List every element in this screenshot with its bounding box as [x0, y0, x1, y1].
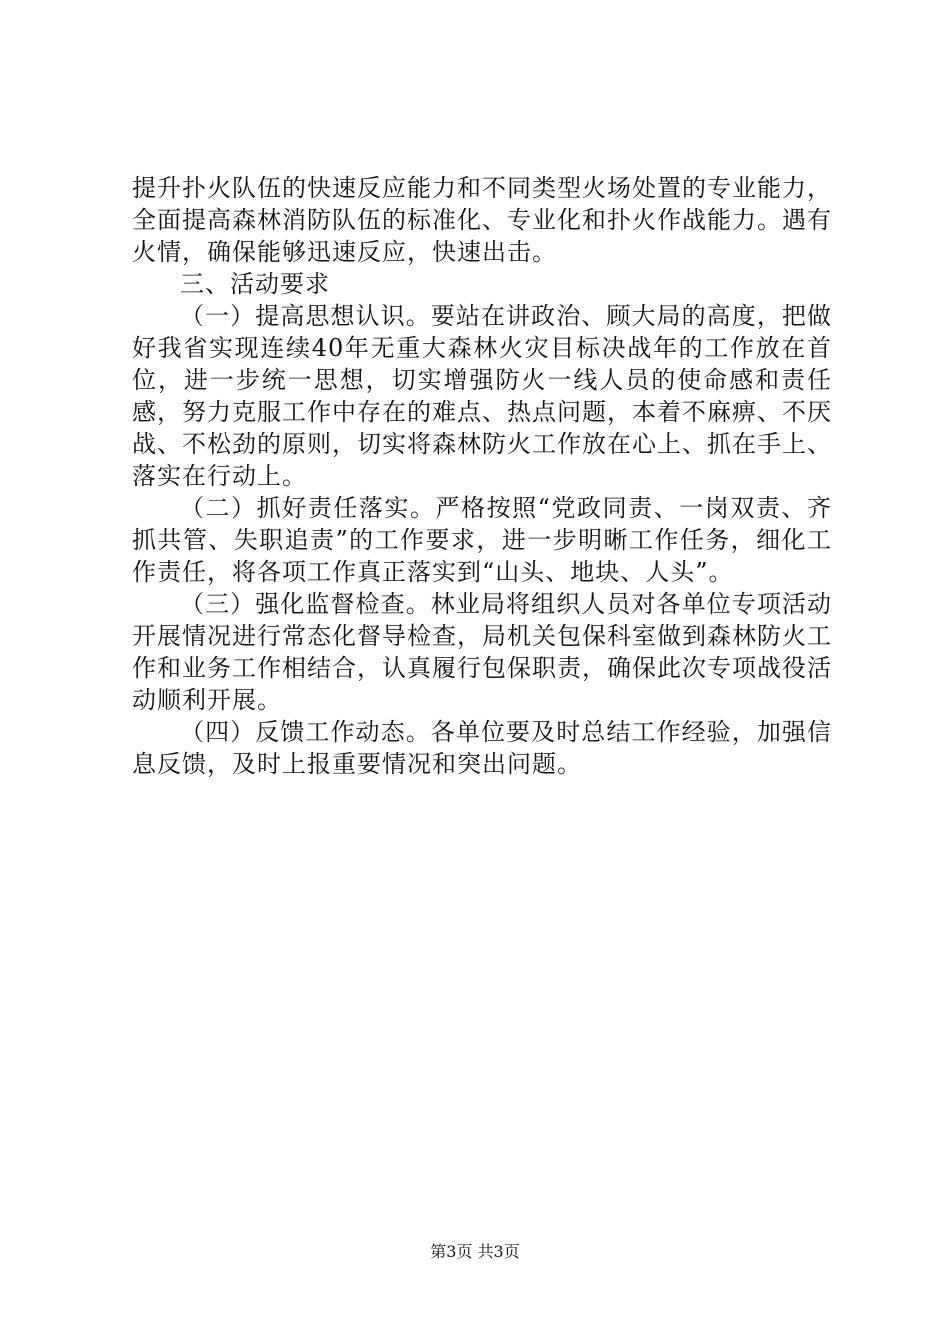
paragraph-item-4: （四）反馈工作动态。各单位要及时总结工作经验，加强信息反馈，及时上报重要情况和突出问题。	[132, 718, 832, 778]
section-heading: 三、活动要求	[180, 270, 330, 298]
paragraph-item-1: （一）提高思想认识。要站在讲政治、顾大局的高度，把做好我省实现连续40年无重大森林火灾目标决战年的工作放在首位，进一步统一思想，切实增强防火一线人员的使命感和责任感，努力克服工作中存在的难点、热点问题，本着不麻痹、不厌战、不松劲的原则，切实将森林防火工作放在心上、抓在手上、落实在行动上。	[132, 302, 832, 490]
paragraph-continuation: 提升扑火队伍的快速反应能力和不同类型火场处置的专业能力，全面提高森林消防队伍的标准化、专业化和扑火作战能力。遇有火情，确保能够迅速反应，快速出击。	[132, 174, 832, 266]
page-footer	[0, 1242, 950, 1262]
paragraph-item-3: （三）强化监督检查。林业局将组织人员对各单位专项活动开展情况进行常态化督导检查，局机关包保科室做到森林防火工作和业务工作相结合，认真履行包保职责，确保此次专项战役活动顺利开展。	[132, 590, 832, 714]
page-number-label: 第3页 共3页	[430, 1242, 520, 1261]
paragraph-item-2: （二）抓好责任落实。严格按照“党政同责、一岗双责、齐抓共管、失职追责”的工作要求，进一步明晰工作任务，细化工作责任，将各项工作真正落实到“山头、地块、人头”。	[132, 494, 832, 586]
document-body	[132, 172, 832, 780]
